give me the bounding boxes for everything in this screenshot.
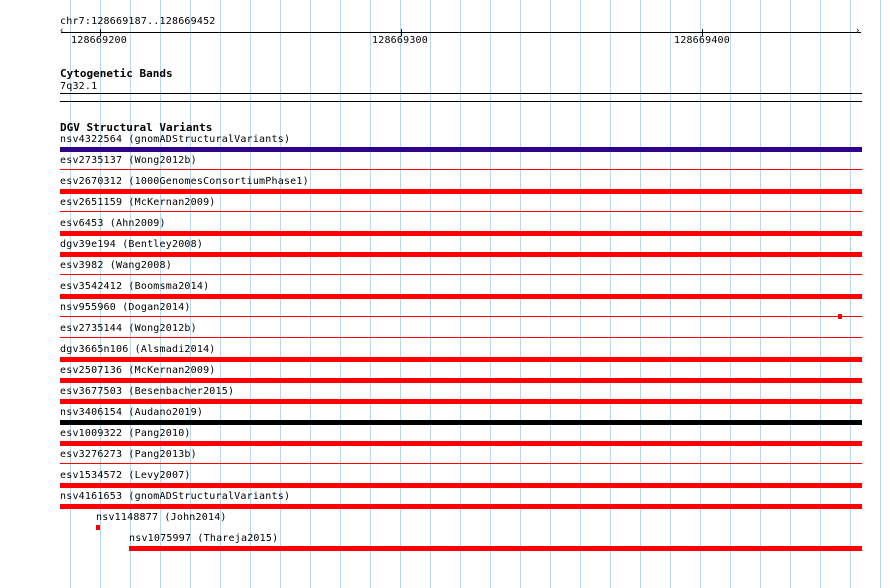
ruler-right-arrow-icon[interactable]: › <box>855 26 861 36</box>
variant-feature[interactable] <box>60 504 862 509</box>
variant-label[interactable]: nsv1075997 (Thareja2015) <box>129 533 279 544</box>
variant-feature[interactable] <box>96 525 100 530</box>
variant-feature[interactable] <box>60 294 862 299</box>
variant-label[interactable]: nsv1148877 (John2014) <box>96 512 227 523</box>
grid-line <box>880 0 881 588</box>
variant-label[interactable]: nsv4322564 (gnomADStructuralVariants) <box>60 134 291 145</box>
variant-feature[interactable] <box>60 463 862 464</box>
cytoband-track-title[interactable]: Cytogenetic Bands <box>60 67 173 80</box>
variant-feature[interactable] <box>60 378 862 383</box>
dgv-track-title[interactable]: DGV Structural Variants <box>60 121 213 134</box>
cytoband-bar-top <box>60 93 862 94</box>
variant-label[interactable]: esv2735137 (Wong2012b) <box>60 155 197 166</box>
variant-feature[interactable] <box>60 337 862 338</box>
variant-feature[interactable] <box>60 189 862 194</box>
ruler-tick-label: 128669300 <box>372 35 428 46</box>
variant-label[interactable]: dgv3665n106 (Alsmadi2014) <box>60 344 216 355</box>
variant-feature[interactable] <box>60 169 862 170</box>
variant-label[interactable]: esv2670312 (1000GenomesConsortiumPhase1) <box>60 176 309 187</box>
variant-label[interactable]: esv3982 (Wang2008) <box>60 260 172 271</box>
variant-feature[interactable] <box>129 546 862 551</box>
variant-label[interactable]: esv1534572 (Levy2007) <box>60 470 191 481</box>
variant-feature[interactable] <box>60 441 862 446</box>
variant-feature[interactable] <box>60 399 862 404</box>
variant-feature[interactable] <box>60 316 862 317</box>
ruler-line <box>61 32 861 33</box>
variant-feature[interactable] <box>60 147 862 152</box>
variant-feature[interactable] <box>60 357 862 362</box>
variant-feature[interactable] <box>60 252 862 257</box>
variant-feature[interactable] <box>60 231 862 236</box>
variant-label[interactable]: nsv3406154 (Audano2019) <box>60 407 204 418</box>
ruler-left-arrow-icon[interactable]: ‹ <box>59 26 65 36</box>
ruler-location: chr7:128669187..128669452 <box>60 16 216 27</box>
variant-feature[interactable] <box>60 274 862 275</box>
ruler-tick-label: 128669400 <box>674 35 730 46</box>
variant-label[interactable]: esv3677503 (Besenbacher2015) <box>60 386 235 397</box>
variant-label[interactable]: esv3276273 (Pang2013b) <box>60 449 197 460</box>
variant-feature[interactable] <box>60 420 862 425</box>
variant-label[interactable]: esv3542412 (Boomsma2014) <box>60 281 210 292</box>
variant-feature[interactable] <box>60 483 862 488</box>
variant-label[interactable]: dgv39e194 (Bentley2008) <box>60 239 204 250</box>
ruler-tick-label: 128669200 <box>71 35 127 46</box>
variant-label[interactable]: esv1009322 (Pang2010) <box>60 428 191 439</box>
variant-feature[interactable] <box>60 211 862 212</box>
cytoband-bar-bottom <box>60 101 862 102</box>
variant-end-marker[interactable] <box>838 314 842 319</box>
cytoband-label[interactable]: 7q32.1 <box>60 81 98 92</box>
variant-label[interactable]: esv2735144 (Wong2012b) <box>60 323 197 334</box>
variant-label[interactable]: nsv955960 (Dogan2014) <box>60 302 191 313</box>
variant-label[interactable]: esv6453 (Ahn2009) <box>60 218 166 229</box>
variant-label[interactable]: esv2507136 (McKernan2009) <box>60 365 216 376</box>
variant-label[interactable]: esv2651159 (McKernan2009) <box>60 197 216 208</box>
variant-label[interactable]: nsv4161653 (gnomADStructuralVariants) <box>60 491 291 502</box>
